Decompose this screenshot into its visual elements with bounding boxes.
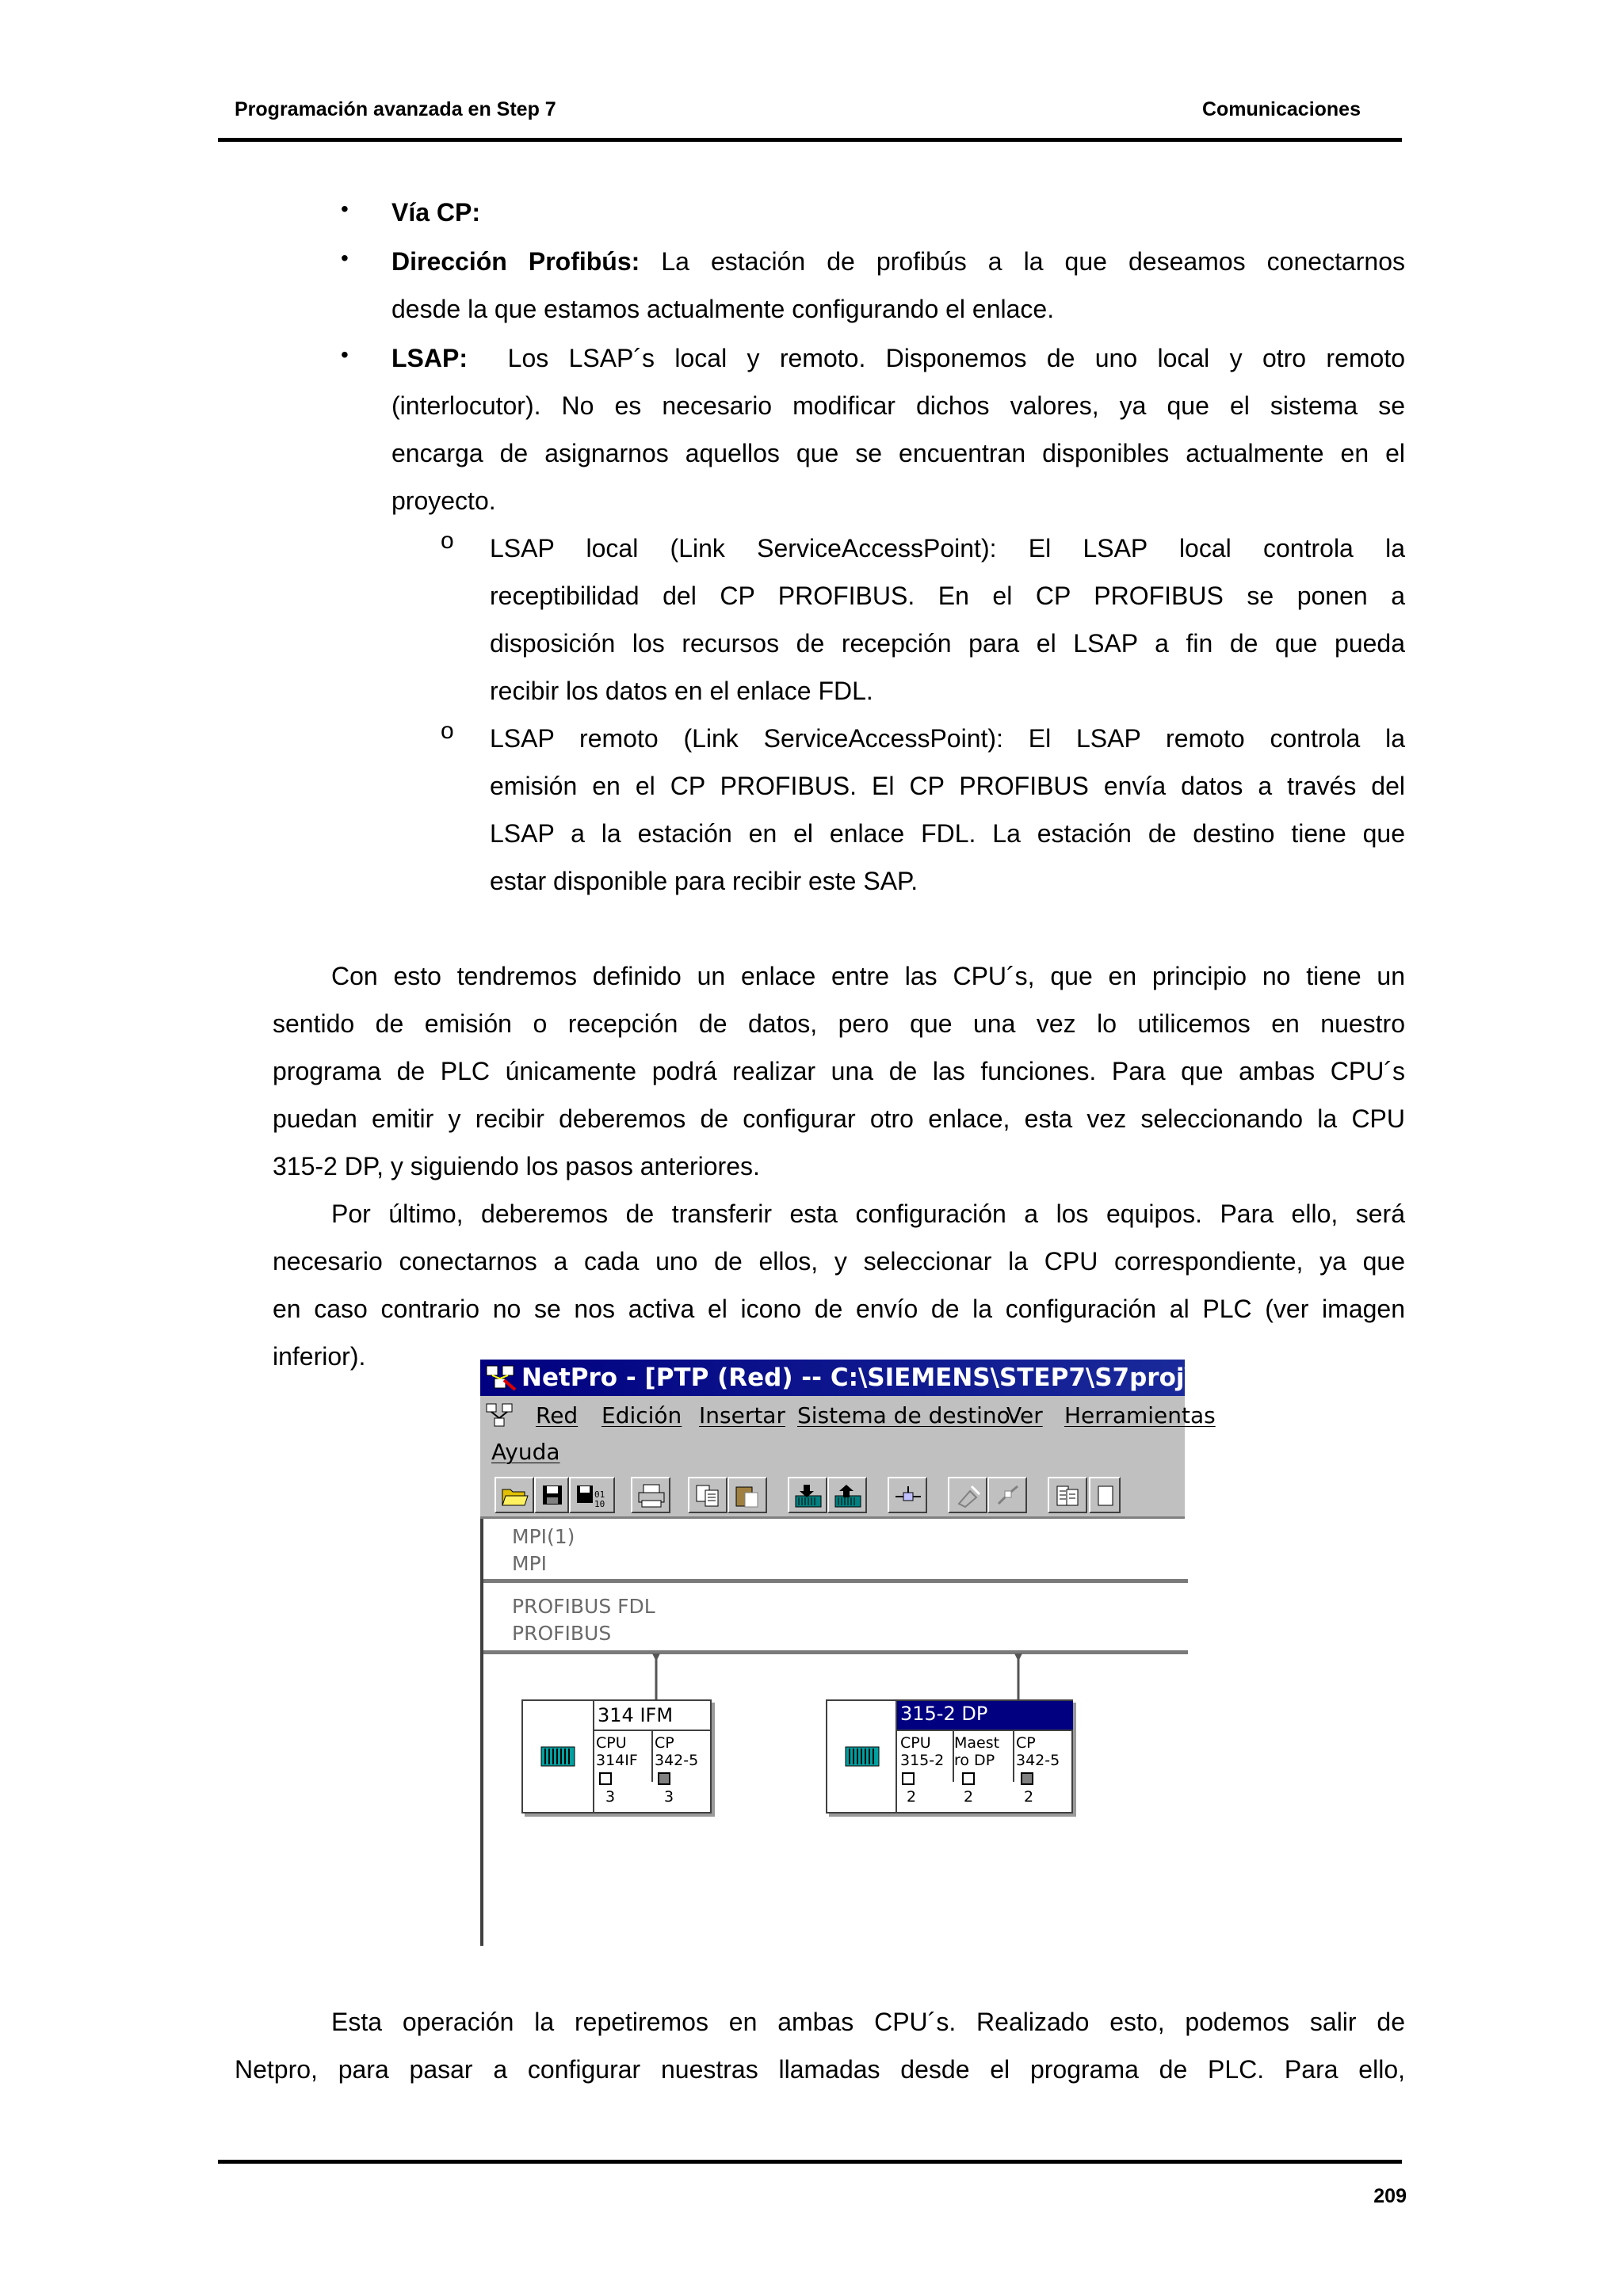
netpro-window-title: NetPro - [PTP (Red) -- C:\SIEMENS\STEP7\S7proj\Ptp]	[521, 1363, 1252, 1392]
station-connectors	[483, 1650, 1188, 1706]
menu-red[interactable]: Red	[536, 1402, 579, 1428]
menu-ver[interactable]: Ver	[1006, 1402, 1043, 1428]
para1-line4: puedan emitir y recibir deberemos de configurar otro enlace, esta vez seleccionando la CPU	[273, 1104, 1405, 1133]
mpi-bus-line[interactable]	[483, 1579, 1188, 1583]
station-name-selected: 315-2 DP	[897, 1701, 1073, 1730]
svg-text:10: 10	[594, 1499, 605, 1509]
open-folder-icon	[501, 1483, 529, 1508]
network-menu-icon[interactable]	[485, 1402, 515, 1429]
open-button[interactable]	[495, 1477, 534, 1513]
properties-icon	[1054, 1483, 1083, 1508]
save-compile-icon	[575, 1483, 610, 1508]
interface-port[interactable]	[962, 1772, 975, 1785]
para1-line3: programa de PLC únicamente podrá realizar una de las funciones. Para que ambas CPU´s	[273, 1057, 1405, 1085]
rack-icon	[540, 1744, 575, 1769]
subbullet-marker: o	[441, 718, 454, 744]
running-header-left: Programación avanzada en Step 7	[235, 98, 556, 120]
menu-herramientas[interactable]: Herramientas	[1064, 1402, 1216, 1428]
slot-maestro-dp[interactable]: Maest ro DP	[954, 1734, 1000, 1769]
bullet-lsap-line4: proyecto.	[391, 486, 496, 515]
sub-lsap-local-line2: receptibilidad del CP PROFIBUS. En el CP PROFIBUS se ponen a	[490, 582, 1405, 610]
slot-number: 2	[964, 1788, 974, 1806]
netpro-screenshot	[480, 1360, 1252, 1946]
upload-button[interactable]	[827, 1477, 867, 1513]
para2-line4: inferior).	[273, 1342, 366, 1371]
toolbar-overflow-button[interactable]	[1089, 1477, 1121, 1513]
svg-text:01: 01	[594, 1489, 605, 1500]
interface-port[interactable]	[599, 1772, 612, 1785]
bullet-lsap-line2: (interlocutor). No es necesario modificar dichos valores, ya que el sistema se	[391, 391, 1405, 420]
para3-line2: Netpro, para pasar a configurar nuestras llamadas desde el programa de PLC. Para ello,	[235, 2055, 1405, 2084]
netpro-menubar	[480, 1396, 1216, 1472]
station-name: 314 IFM	[598, 1704, 674, 1726]
bullet-via-cp: Vía CP:	[391, 198, 481, 227]
mpi-network-name[interactable]: MPI(1)	[512, 1525, 575, 1548]
sub-lsap-remoto-line4: estar disponible para recibir este SAP.	[490, 867, 918, 895]
para1-line5: 315-2 DP, y siguiendo los pasos anteriores.	[273, 1152, 760, 1180]
running-header-right: Comunicaciones	[1201, 98, 1361, 120]
rack-icon	[845, 1744, 880, 1769]
menu-ayuda[interactable]: Ayuda	[491, 1439, 560, 1465]
print-button[interactable]	[631, 1477, 670, 1513]
save-button[interactable]	[534, 1477, 569, 1513]
bullet-lsap-line1: LSAP: Los LSAP´s local y remoto. Disponemos de uno local y otro remoto	[391, 344, 1406, 372]
bullet-marker: •	[341, 246, 349, 270]
slot-cp-342-5[interactable]: CP 342-5	[1016, 1734, 1060, 1769]
slot-number: 2	[907, 1788, 917, 1806]
header-rule	[218, 138, 1402, 142]
copy-icon	[694, 1483, 723, 1508]
slot-cpu-315-2[interactable]: CPU 315-2	[900, 1734, 945, 1769]
printer-icon	[637, 1483, 666, 1508]
page-number: 209	[1373, 2185, 1407, 2207]
para2-line1: Por último, deberemos de transferir esta configuración a los equipos. Para ello, será	[331, 1199, 1405, 1228]
sub-lsap-local-line1: LSAP local (Link ServiceAccessPoint): El LSAP local controla la	[490, 534, 1405, 563]
station-315-2-dp[interactable]	[826, 1699, 1073, 1814]
netpro-toolbar	[480, 1472, 1185, 1519]
copy-button[interactable]	[688, 1477, 727, 1513]
bullet-marker: •	[341, 196, 349, 221]
sub-lsap-remoto-line1: LSAP remoto (Link ServiceAccessPoint): El LSAP remoto controla la	[490, 724, 1405, 753]
disabled-connect-icon	[954, 1483, 983, 1508]
interface-port[interactable]	[902, 1772, 915, 1785]
profibus-network-type: PROFIBUS	[512, 1622, 612, 1645]
bullet-direccion-line2: desde la que estamos actualmente configurando el enlace.	[391, 295, 1055, 323]
mpi-network-type: MPI	[512, 1552, 548, 1575]
para3-line1: Esta operación la repetiremos en ambas CPU´s. Realizado esto, podemos salir de	[331, 2008, 1405, 2036]
menu-sistema-destino[interactable]: Sistema de destino	[797, 1402, 1010, 1428]
paste-icon	[734, 1483, 762, 1508]
slot-number: 3	[664, 1788, 674, 1806]
bullet-marker: •	[341, 342, 349, 367]
interface-port[interactable]	[658, 1772, 670, 1785]
disabled-link-icon	[994, 1483, 1022, 1508]
properties-button[interactable]	[1048, 1477, 1087, 1513]
slot-number: 2	[1024, 1788, 1034, 1806]
sub-lsap-local-line3: disposición los recursos de recepción para el LSAP a fin de que pueda	[490, 629, 1405, 658]
bullet-lsap-line3: encarga de asignarnos aquellos que se encuentran disponibles actualmente en el	[391, 439, 1405, 467]
slot-cpu-314if[interactable]: CPU 314IF	[596, 1734, 638, 1769]
download-to-plc-icon	[794, 1483, 823, 1508]
disabled-tool-button-1[interactable]	[948, 1477, 987, 1513]
para1-line2: sentido de emisión o recepción de datos, pero que una vez lo utilicemos en nuestro	[273, 1009, 1405, 1038]
footer-rule	[218, 2160, 1402, 2164]
netpro-titlebar	[480, 1360, 1252, 1396]
profibus-network-name[interactable]: PROFIBUS FDL	[512, 1595, 655, 1618]
disabled-tool-button-2[interactable]	[987, 1477, 1027, 1513]
sub-lsap-remoto-line3: LSAP a la estación en el enlace FDL. La estación de destino tiene que	[490, 819, 1405, 848]
network-node-button[interactable]	[888, 1477, 927, 1513]
para1-line1: Con esto tendremos definido un enlace entre las CPU´s, que en principio no tiene un	[331, 962, 1405, 990]
slot-number: 3	[605, 1788, 616, 1806]
save-compile-button[interactable]	[569, 1477, 615, 1513]
netpro-network-view	[480, 1519, 1185, 1946]
para2-line3: en caso contrario no se nos activa el icono de envío de la configuración al PLC (ver imagen	[273, 1295, 1405, 1323]
document-icon	[1095, 1483, 1116, 1508]
station-314-ifm[interactable]	[521, 1699, 712, 1814]
subbullet-marker: o	[441, 528, 454, 554]
bullet-direccion-line1: Dirección Profibús: La estación de profibús a la que deseamos conectarnos	[391, 247, 1406, 276]
download-button[interactable]	[788, 1477, 827, 1513]
upload-from-plc-icon	[834, 1483, 862, 1508]
menu-insertar[interactable]: Insertar	[699, 1402, 785, 1428]
sub-lsap-local-line4: recibir los datos en el enlace FDL.	[490, 677, 873, 705]
sub-lsap-remoto-line2: emisión en el CP PROFIBUS. El CP PROFIBUS envía datos a través del	[490, 772, 1405, 800]
paste-button[interactable]	[727, 1477, 767, 1513]
save-disk-icon	[540, 1483, 564, 1508]
menu-edicion[interactable]: Edición	[601, 1402, 682, 1428]
network-node-icon	[894, 1483, 922, 1508]
netpro-app-icon	[485, 1364, 517, 1391]
para2-line2: necesario conectarnos a cada uno de ellos, y seleccionar la CPU correspondiente, ya que	[273, 1247, 1405, 1276]
interface-port[interactable]	[1021, 1772, 1033, 1785]
slot-cp-342-5[interactable]: CP 342-5	[655, 1734, 699, 1769]
